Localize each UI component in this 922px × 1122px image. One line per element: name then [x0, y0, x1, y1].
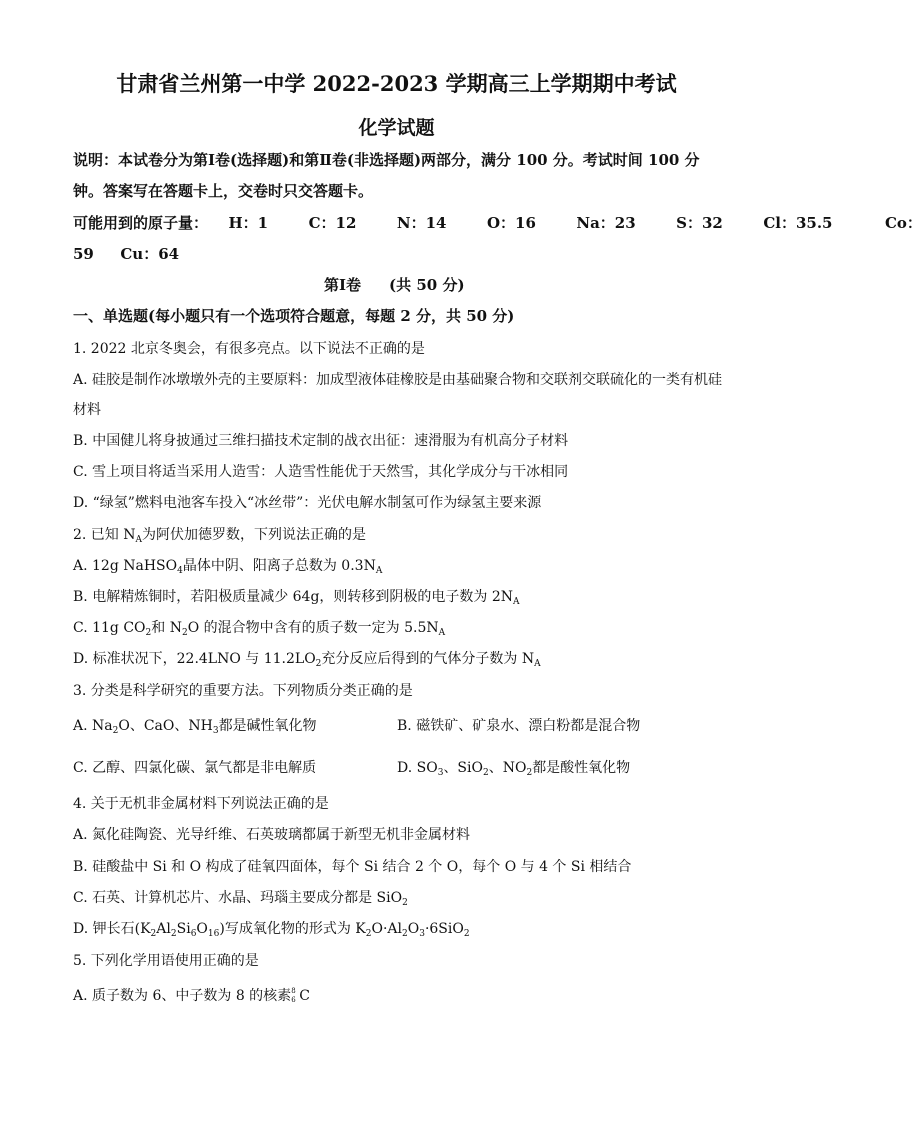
question-2-option-d: D. 标准状况下，22.4LNO 与 $11.2LO_2$充分反应后得到的气体分子数为 $N_A$ — [73, 651, 541, 669]
exam-title: 甘肃省兰州第一中学 2022-2023 学期高三上学期期中考试 — [116, 71, 677, 96]
atomic-mass-item: H：1 — [228, 214, 269, 232]
question-3-option-c: C. 乙醇、四氯化碳、氯气都是非电解质 — [73, 760, 317, 776]
question-4-option-d: D. 钾长石$(K_2Al_2Si_6O_{16})$写成氧化物的形式为 $K_2O\cdot Al_2O_3\cdot 6SiO_2$ — [73, 921, 470, 939]
atomic-mass-item: S：32 — [676, 214, 723, 232]
question-4-option-a: A. 氮化硅陶瓷、光导纤维、石英玻璃都属于新型无机非金属材料 — [73, 827, 471, 843]
question-1-stem: 1. 2022 北京冬奥会，有很多亮点。以下说法不正确的是 — [73, 341, 425, 357]
question-1-option-a-cont: 材料 — [73, 402, 101, 418]
question-3-option-d: D. $SO_3$、SiO$_2$、$NO_2$都是酸性氧化物 — [397, 760, 631, 778]
section-title: 第Ⅰ卷 — [324, 276, 362, 294]
atomic-mass-line-2 — [73, 244, 179, 264]
question-3-option-b: B. 磁铁矿、矿泉水、漂白粉都是混合物 — [397, 718, 641, 734]
question-2-option-b: B. 电解精炼铜时，若阳极质量减少 64g，则转移到阴极的电子数为 $2N_A$ — [73, 589, 520, 607]
atomic-mass-item: N：14 — [396, 214, 447, 232]
instructions-line-1: 说明：本试卷分为第Ⅰ卷(选择题)和第Ⅱ卷(非选择题)两部分，满分 100 分。考试时间 100 分 — [73, 151, 700, 169]
exam-subject: 化学试题 — [358, 117, 435, 139]
question-3-option-a: A. $Na_2O$、CaO、$NH_3$都是碱性氧化物 — [73, 718, 317, 736]
question-1-option-d: D. “绿氢”燃料电池客车投入“冰丝带”：光伏电解水制氢可作为绿氢主要来源 — [73, 495, 542, 511]
question-3-stem: 3. 分类是科学研究的重要方法。下列物质分类正确的是 — [73, 683, 413, 699]
question-4-option-b: B. 硅酸盐中 Si 和 O 构成了硅氧四面体，每个 Si 结合 2 个 O，每个 O 与 4 个 Si 相结合 — [73, 859, 632, 875]
section-score: (共 50 分) — [389, 276, 465, 294]
atomic-mass-item: Na：23 — [576, 214, 636, 232]
instructions-line-2: 钟。答案写在答题卡上，交卷时只交答题卡。 — [73, 182, 374, 200]
question-5-option-a: A. 质子数为 6、中子数为 8 的核素 8 6 C — [73, 987, 310, 1004]
question-4-stem: 4. 关于无机非金属材料下列说法正确的是 — [73, 796, 329, 812]
atomic-mass-line — [73, 213, 922, 233]
atomic-mass-item: O：16 — [486, 214, 536, 232]
question-5-stem: 5. 下列化学用语使用正确的是 — [73, 953, 259, 969]
isotope-notation: 8 6 — [291, 987, 296, 1004]
question-1-option-b: B. 中国健儿将身披通过三维扫描技术定制的战衣出征：速滑服为有机高分子材料 — [73, 433, 569, 449]
atomic-mass-item: 59 — [73, 245, 94, 263]
question-1-option-a: A. 硅胶是制作冰墩墩外壳的主要原料：加成型液体硅橡胶是由基础聚合物和交联剂交联硫化的一类有机硅 — [73, 372, 723, 388]
part-heading: 一、单选题(每小题只有一个选项符合题意，每题 2 分，共 50 分) — [73, 307, 515, 325]
atomic-mass-item: Cl：35.5 — [763, 214, 833, 232]
atomic-mass-item: C：12 — [308, 214, 357, 232]
section-heading — [324, 275, 465, 295]
atomic-mass-item: Cu：64 — [120, 245, 180, 263]
atomic-mass-item: Co： — [884, 214, 922, 232]
question-4-option-c: C. 石英、计算机芯片、水晶、玛瑙主要成分都是 SiO$_2$ — [73, 890, 408, 908]
atomic-mass-label: 可能用到的原子量： — [73, 214, 209, 232]
question-2-stem: 2. 已知 $N_A$为阿伏加德罗数，下列说法正确的是 — [73, 527, 367, 545]
question-2-option-a: A. 12g NaHSO$_4$晶体中阴、阳离子总数为 $0.3N_A$ — [73, 558, 383, 576]
question-1-option-c: C. 雪上项目将适当采用人造雪：人造雪性能优于天然雪，其化学成分与干冰相同 — [73, 464, 569, 480]
question-2-option-c: C. 11g $CO_2$和 $N_2O$ 的混合物中含有的质子数一定为 $5.5N_A$ — [73, 620, 446, 638]
